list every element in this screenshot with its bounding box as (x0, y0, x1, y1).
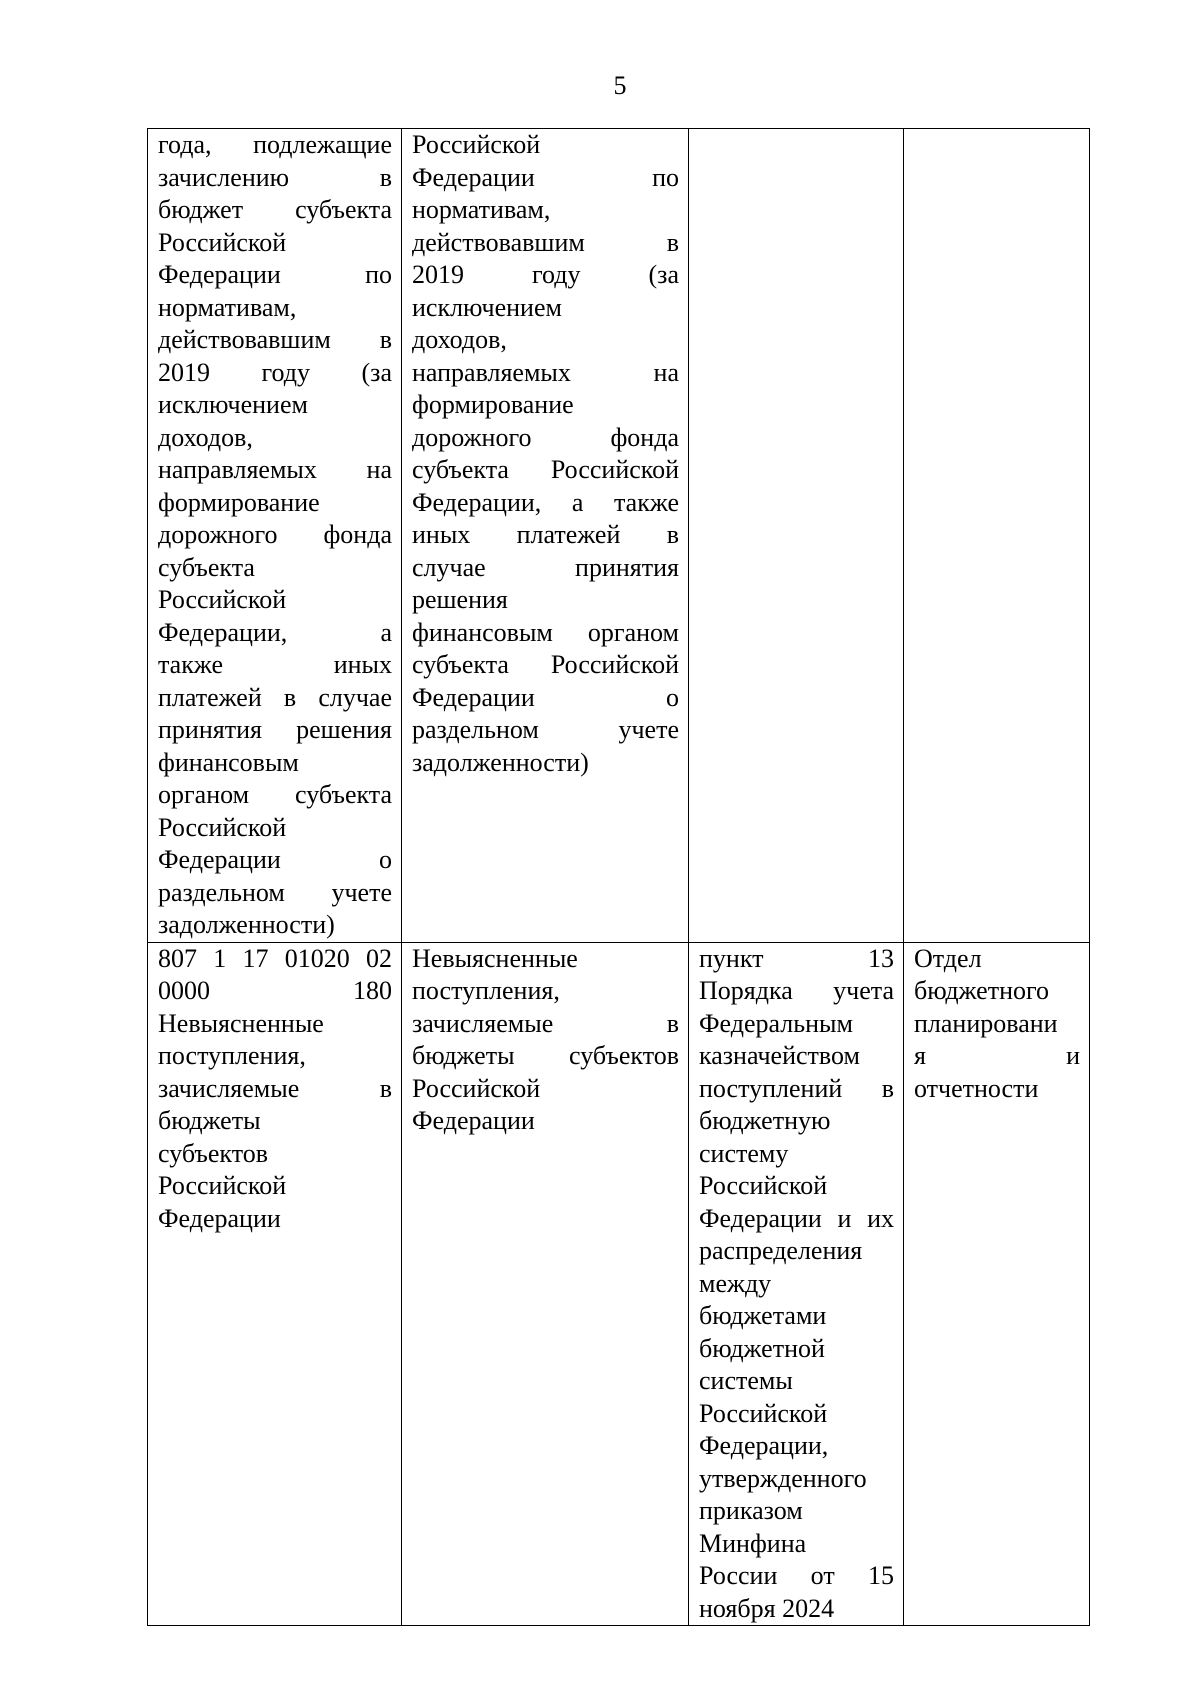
cell-text-line: года, подлежащие (158, 130, 392, 159)
cell-text-line: Федерации, а также (412, 487, 679, 517)
cell-text-line: поступления, (412, 976, 560, 1005)
cell-text-line: приказом (699, 1496, 803, 1525)
cell-text-line: нормативам, (158, 292, 297, 322)
table-cell-basis (689, 942, 904, 1626)
cell-text-line: Российской (699, 1171, 828, 1200)
cell-text-line: Федеральным (699, 1008, 853, 1038)
cell-text-line: доходов, (158, 422, 253, 452)
cell-text-line: бюджеты субъектов (412, 1041, 679, 1070)
cell-text-line: Невыясненные (158, 1008, 324, 1038)
cell-text-line: ноября 2024 (699, 1593, 835, 1623)
cell-text-line: Федерации и их (699, 1203, 894, 1233)
document-table (147, 128, 1090, 1626)
cell-text-line: зачисляемые в (158, 1073, 392, 1103)
cell-text-line: иных платежей в (412, 520, 679, 549)
cell-text-line: пункт 13 (699, 943, 894, 973)
cell-text-line: Минфина (699, 1528, 807, 1558)
cell-text-line: Федерации, а (158, 617, 392, 647)
cell-text-line: Российской (158, 227, 287, 257)
cell-text-line: субъекта Российской (412, 650, 679, 679)
cell-text-line: Российской (158, 812, 287, 842)
cell-text-line: формирование (412, 390, 574, 419)
cell-text-line: решения (412, 585, 508, 614)
table-cell-basis (689, 129, 904, 943)
cell-text-line: зачислению в (158, 162, 392, 192)
cell-text-line: Федерации (412, 1106, 535, 1135)
cell-text-line: бюджетной (699, 1333, 825, 1363)
cell-text-line: задолженности) (412, 747, 589, 777)
cell-text-line: 2019 году (за (158, 357, 392, 387)
table-cell-description (402, 942, 689, 1626)
cell-text-line: бюджетную (699, 1106, 831, 1135)
cell-text-line: казначейством (699, 1041, 860, 1070)
table-cell-department (904, 129, 1090, 943)
cell-text-line: распределения (699, 1236, 863, 1265)
cell-text-line: Российской (412, 1073, 541, 1103)
cell-text-line: России от 15 (699, 1561, 894, 1590)
cell-text-line: субъекта Российской (412, 455, 679, 484)
cell-text-line: задолженности) (158, 910, 335, 939)
table-cell-department (904, 942, 1090, 1626)
cell-text-line: Отдел (914, 943, 982, 973)
cell-text-line: также иных (158, 650, 392, 679)
cell-text-line: Российской (699, 1398, 828, 1428)
page-number: 5 (613, 71, 627, 100)
table-row (148, 129, 1090, 943)
cell-text-line: Федерации (158, 1203, 281, 1233)
cell-text-line: органом субъекта (158, 780, 392, 809)
cell-text-line: финансовым (158, 747, 299, 777)
cell-text-line: Федерации, (699, 1431, 829, 1460)
cell-text-line: нормативам, (412, 195, 551, 224)
cell-text-line: случае принятия (412, 552, 679, 582)
cell-text-line: систему (699, 1138, 789, 1168)
table-row (148, 942, 1090, 1626)
cell-text-line: Федерации по (412, 162, 679, 192)
cell-text-line: раздельном учете (412, 715, 679, 744)
cell-text-line: исключением (412, 292, 562, 322)
cell-text-line: субъекта (158, 552, 255, 582)
cell-text-line: формирование (158, 487, 320, 517)
cell-text-line: направляемых на (412, 357, 679, 387)
cell-text-line: планировани (914, 1008, 1058, 1038)
cell-text-line: системы (699, 1366, 793, 1395)
cell-text-line: субъектов (158, 1138, 269, 1168)
cell-text-line: направляемых на (158, 455, 392, 484)
cell-text-line: платежей в случае (158, 682, 392, 712)
cell-text-line: поступлений в (699, 1073, 894, 1103)
cell-text-line: раздельном учете (158, 877, 392, 907)
cell-text-line: Российской (158, 1171, 287, 1200)
cell-text-line: доходов, (412, 325, 507, 354)
cell-text-line: между (699, 1268, 772, 1298)
cell-text-line: бюджет субъекта (158, 195, 392, 224)
cell-text-line: Российской (158, 585, 287, 614)
cell-text-line: действовавшим в (158, 325, 392, 354)
cell-text-line: принятия решения (158, 715, 392, 744)
cell-text-line: дорожного фонда (158, 520, 392, 549)
cell-text-line: Федерации о (158, 845, 392, 874)
cell-text-line: 0000 180 (158, 976, 392, 1005)
cell-text-line: зачисляемые в (412, 1008, 679, 1038)
cell-text-line: бюджетами (699, 1301, 827, 1330)
cell-text-line: отчетности (914, 1073, 1039, 1103)
cell-text-line: Федерации о (412, 682, 679, 712)
cell-text-line: поступления, (158, 1041, 306, 1070)
table-cell-code (148, 129, 402, 943)
cell-text-line: исключением (158, 390, 308, 419)
cell-text-line: бюджеты (158, 1106, 261, 1135)
cell-text-line: 807 1 17 01020 02 (158, 943, 392, 973)
cell-text-line: финансовым органом (412, 617, 679, 647)
table-cell-code (148, 942, 402, 1626)
cell-text-line: Российской (412, 130, 541, 159)
cell-text-line: действовавшим в (412, 227, 679, 257)
cell-text-line: утвержденного (699, 1463, 867, 1493)
cell-text-line: бюджетного (914, 976, 1050, 1005)
cell-text-line: Невыясненные (412, 943, 578, 973)
cell-text-line: я и (914, 1041, 1080, 1070)
cell-text-line: Порядка учета (699, 976, 894, 1005)
cell-text-line: дорожного фонда (412, 422, 679, 452)
cell-text-line: Федерации по (158, 260, 392, 289)
cell-text-line: 2019 году (за (412, 260, 679, 289)
table-cell-description (402, 129, 689, 943)
